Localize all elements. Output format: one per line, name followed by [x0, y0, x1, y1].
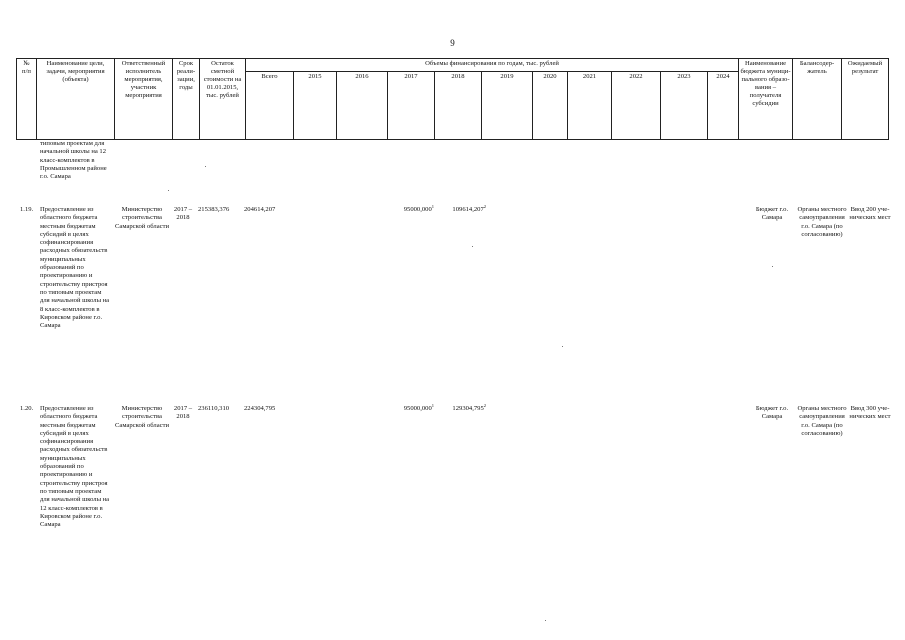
header-year-2019: 2019 — [482, 72, 533, 140]
header-budget: Наименование бюджета муниципального образования – получателя субсидии — [739, 59, 793, 140]
header-name: Наименование цели, задачи, мероприятия (объекта) — [37, 59, 115, 140]
row-2018: 129304,795$^2$ — [452, 402, 486, 412]
row-budget: Бюджет г.о. Самара — [755, 206, 789, 222]
header-year-2018: 2018 — [435, 72, 482, 140]
row-result: Ввод 200 ученических мест — [849, 206, 891, 222]
page-number: 9 — [450, 38, 455, 48]
header-total: Всего — [246, 72, 294, 140]
row-holder: Органы местного самоуправления г.о. Самара (по согласованию) — [797, 206, 847, 238]
scan-speck — [168, 190, 169, 191]
header-year-2022: 2022 — [612, 72, 661, 140]
row-2017: 95000,000$^1$ — [403, 203, 434, 213]
header-year-2015: 2015 — [294, 72, 337, 140]
header-volumes: Объемы финансирования по годам, тыс. рублей — [246, 59, 739, 72]
row-name: Предоставление из областного бюджета местным бюджетам субсидий в целях софинансирования расходных обязательств муниципальных образований по проектированию и строительству пристроя по типовым проектам для начальной школы на 8 класс-комплектов в Кировском районе г.о. Самара — [40, 206, 110, 330]
row-2017: 95000,000$^1$ — [403, 402, 434, 412]
row-remainder: 215383,376 — [198, 206, 230, 213]
row-responsible: Министерство строительства Самарской области — [115, 206, 169, 230]
header-term: Срок реализации, годы — [173, 59, 200, 140]
row-holder: Органы местного самоуправления г.о. Самара (по согласованию) — [797, 405, 847, 437]
row-name: Предоставление из областного бюджета местным бюджетам субсидий в целях софинансирования расходных обязательств муниципальных образований по проектированию и строительству пристроя по типовым проектам для начальной школы на 12 класс-комплектов в Кировском районе г.о. Самара — [40, 405, 110, 529]
row-remainder: 236110,310 — [198, 405, 230, 412]
header-year-2017: 2017 — [388, 72, 435, 140]
row-result: Ввод 300 ученических мест — [849, 405, 891, 421]
header-year-2016: 2016 — [337, 72, 388, 140]
scan-speck — [545, 620, 546, 621]
row-total: 204614,207 — [244, 206, 276, 213]
header-year-2023: 2023 — [661, 72, 708, 140]
header-year-2020: 2020 — [533, 72, 568, 140]
header-num: № п/п — [17, 59, 37, 140]
row-num: 1.20. — [20, 405, 34, 412]
row-responsible: Министерство строительства Самарской области — [115, 405, 169, 429]
row-total: 224304,795 — [244, 405, 276, 412]
scan-speck — [772, 266, 773, 267]
continuation-text: типовым проектам для начальной школы на 12 класс-комплектов в Промышленном районе г.о. Самара — [40, 140, 107, 181]
table-header — [16, 58, 889, 140]
header-year-2024: 2024 — [708, 72, 739, 140]
header-holder: Балансодержатель — [793, 59, 842, 140]
scan-speck — [205, 166, 206, 167]
row-2018: 109614,207$^2$ — [452, 203, 486, 213]
scan-speck — [472, 246, 473, 247]
row-num: 1.19. — [20, 206, 34, 213]
scan-speck — [562, 346, 563, 347]
header-responsible: Ответственный исполнитель мероприятия, участник мероприятия — [115, 59, 173, 140]
row-budget: Бюджет г.о. Самара — [755, 405, 789, 421]
header-result: Ожидаемый результат — [842, 59, 889, 140]
row-term: 2017 – 2018 — [173, 206, 193, 222]
header-year-2021: 2021 — [568, 72, 612, 140]
row-term: 2017 – 2018 — [173, 405, 193, 421]
header-remainder: Остаток сметной стоимости на 01.01.2015, тыс. рублей — [200, 59, 246, 140]
